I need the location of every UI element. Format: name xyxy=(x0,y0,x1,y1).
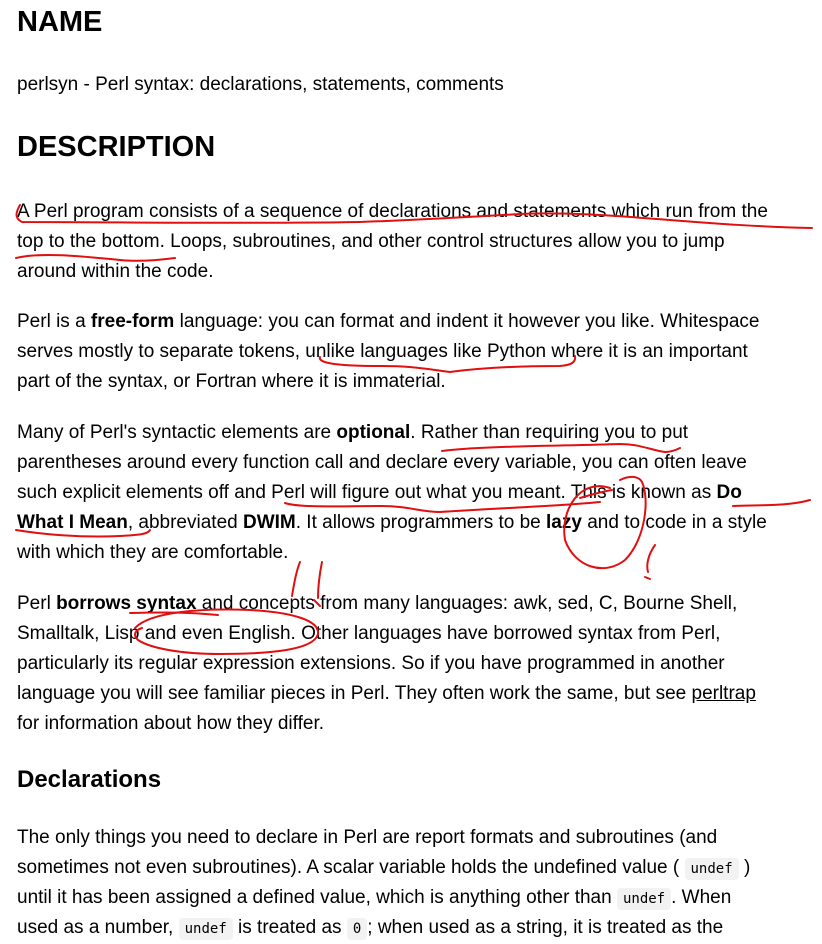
perltrap-link[interactable]: perltrap xyxy=(691,683,756,704)
name-text: perlsyn - Perl syntax: declarations, statements, comments xyxy=(17,74,504,95)
name-heading: NAME xyxy=(17,6,103,38)
code-undef: undef xyxy=(617,888,671,910)
paragraph-program-structure: A Perl program consists of a sequence of declarations and statements which run from the top to the bottom. Loops, subroutines, and other control structures allow you to jump around within the code. xyxy=(17,201,768,282)
paragraph-optional: Many of Perl's syntactic elements are optional. Rather than requiring you to put parentheses around every function call and declare every variable, you can often leave such explicit elements off and Perl will figure out what you meant. This is known as Do What I Mean, abbreviated DWIM. It allows programmers to be lazy and to code in a style with which they are comfortable. xyxy=(17,422,767,563)
paragraph-declarations: The only things you need to declare in Perl are report formats and subroutines (and sometimes not even subroutines). A scalar variable holds the undefined value ( undef ) until it has been assigned a defined value, which is anything other than undef . When used as a number, undef is treated as 0 ; when used as a string, it is treated as the xyxy=(17,827,751,938)
free-form-term: free-form xyxy=(90,311,175,332)
borrows-syntax-term: borrows syntax xyxy=(56,593,197,614)
dwim-abbrev: DWIM xyxy=(242,512,296,533)
declarations-heading: Declarations xyxy=(17,766,162,793)
paragraph-free-form: Perl is a free-form language: you can format and indent it however you like. Whitespace serves mostly to separate tokens, unlike languages like Python where it is an important part of the syntax, or Fortran where it is immaterial. xyxy=(17,311,760,392)
description-heading: DESCRIPTION xyxy=(17,131,216,163)
lazy-term: lazy xyxy=(546,512,582,533)
code-undef: undef xyxy=(179,918,233,940)
dwim-term-start: Do xyxy=(716,482,742,503)
optional-term: optional xyxy=(336,422,411,443)
code-zero: 0 xyxy=(347,918,367,940)
exclamation-mark xyxy=(645,577,650,579)
code-undef: undef xyxy=(685,858,739,880)
paragraph-borrows-syntax: Perl borrows syntax and concepts from many languages: awk, sed, C, Bourne Shell, Smalltalk, Lisp and even English. Other languages have borrowed syntax from Perl, particularly its regular expression extensions. So if you have programmed in another language you will see familiar pieces in Perl. They often work the same, but see perltrap for information about how they differ. xyxy=(17,593,756,734)
dwim-term-end: What I Mean xyxy=(17,512,128,533)
